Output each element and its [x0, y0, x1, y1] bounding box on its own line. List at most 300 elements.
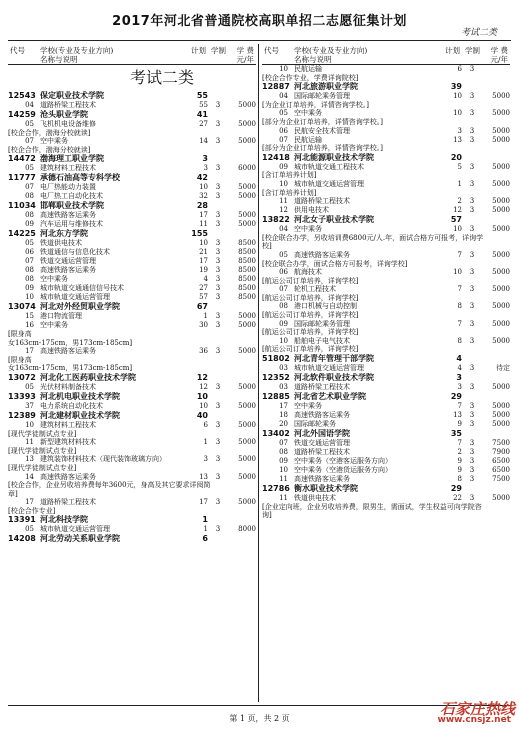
major-name: 城市轨道交通工程技术 [含订单培养计划]	[262, 162, 364, 180]
institution-name: 河北化工医药职业技术学院	[40, 372, 136, 382]
major-name: 船舶电子电气技术 [航运公司订单培养，详询学校]	[262, 336, 359, 354]
major-years: 3	[215, 284, 221, 293]
institution-plan: 28	[196, 201, 208, 211]
major-name: 铁道交通运营管理	[40, 257, 96, 266]
major-code: 37	[25, 401, 34, 410]
institution-name: 河北对外经贸职业学院	[40, 302, 120, 312]
institution-row	[8, 110, 256, 120]
institution-name: 渤海理工职业学院	[40, 154, 104, 164]
major-code: 05	[25, 382, 34, 391]
major-years: 3	[215, 472, 221, 481]
major-code: 10	[25, 420, 34, 429]
major-fee: 5000	[492, 411, 510, 420]
major-years: 3	[215, 293, 221, 302]
major-code: 05	[279, 250, 288, 259]
right-column	[262, 44, 510, 520]
major-name: 民航安全技术管理	[294, 126, 350, 135]
institution-code: 14225	[8, 229, 36, 239]
major-plan: 10	[199, 239, 208, 248]
institution-row	[8, 201, 256, 211]
major-plan: 57	[199, 293, 208, 302]
major-fee: 5000	[238, 455, 256, 464]
major-row	[8, 473, 256, 499]
major-code: 06	[25, 248, 34, 257]
major-fee: 5000	[238, 192, 256, 201]
major-row	[262, 383, 510, 392]
major-code: 08	[25, 275, 34, 284]
institution-code: 13402	[262, 429, 290, 439]
major-plan: 30	[199, 321, 208, 330]
institution-plan: 3	[202, 154, 208, 164]
major-plan: 14	[199, 137, 208, 146]
institution-plan: 10	[196, 391, 208, 401]
institution-code: 12389	[8, 410, 36, 420]
header-years: 学制	[465, 46, 480, 55]
institution-name: 保定职业技术学院	[40, 91, 104, 100]
major-name: 飞机机电设备维修 [校企合作，渤海分校就读]	[8, 120, 96, 137]
major-row	[8, 402, 256, 411]
major-name: 铁道交通运营管理	[294, 439, 350, 448]
major-plan: 1	[203, 312, 208, 321]
major-row	[262, 206, 510, 215]
major-code: 06	[279, 126, 288, 135]
major-plan: 10	[199, 401, 208, 410]
institution-row	[262, 373, 510, 383]
major-code: 10	[25, 293, 34, 302]
major-fee: 5000	[492, 206, 510, 215]
major-name: 光伏材料制备技术	[40, 382, 96, 391]
major-fee: 5000	[492, 285, 510, 294]
major-years: 3	[469, 420, 475, 429]
logo-url: www.cnsjz.net	[437, 715, 511, 725]
institution-row	[8, 229, 256, 239]
major-plan: 7	[457, 319, 462, 328]
major-years: 3	[215, 101, 221, 109]
major-code: 08	[25, 192, 34, 201]
major-years: 3	[215, 137, 221, 146]
major-years: 3	[215, 183, 221, 192]
major-plan: 17	[199, 498, 208, 507]
major-code: 05	[25, 525, 34, 534]
major-code: 10	[279, 65, 288, 73]
major-years: 3	[215, 257, 221, 266]
major-code: 09	[279, 319, 288, 328]
major-fee: 5000	[492, 135, 510, 144]
major-years: 3	[215, 347, 221, 356]
major-row	[8, 321, 256, 347]
major-row	[262, 268, 510, 285]
major-plan: 32	[199, 192, 208, 201]
institution-plan: 1	[202, 515, 208, 525]
institution-code: 12418	[262, 152, 290, 162]
major-name: 空中乘务	[294, 402, 322, 411]
institution-plan: 3	[456, 373, 462, 383]
institution-name: 衡水职业技术学院	[294, 484, 358, 494]
institution-plan: 155	[191, 229, 208, 239]
major-plan: 3	[203, 164, 208, 173]
major-code: 08	[25, 266, 34, 275]
major-row	[262, 402, 510, 411]
major-code: 20	[279, 420, 288, 429]
major-code: 13	[25, 455, 34, 464]
logo-text: 石家庄热线	[439, 700, 515, 718]
major-code: 18	[279, 411, 288, 420]
major-fee: 5000	[492, 336, 510, 345]
institution-plan: 42	[196, 173, 208, 183]
institution-code: 51802	[262, 354, 290, 364]
major-name: 电厂热工自动化技术	[40, 192, 103, 201]
major-name: 电厂热能动力装置	[40, 183, 96, 192]
major-plan: 36	[199, 347, 208, 356]
institution-row	[262, 354, 510, 364]
institution-code: 14259	[8, 110, 36, 119]
major-row	[262, 197, 510, 206]
major-row	[262, 251, 510, 268]
column-divider	[258, 44, 259, 702]
major-code: 05	[25, 239, 34, 248]
institution-code: 12885	[262, 392, 290, 402]
major-code: 17	[25, 347, 34, 356]
institution-plan: 55	[196, 91, 208, 100]
institution-row	[262, 429, 510, 439]
major-plan: 13	[453, 411, 462, 420]
institution-code: 13393	[8, 391, 36, 401]
major-code: 11	[279, 475, 288, 484]
institution-code: 11034	[8, 201, 36, 211]
left-column	[8, 44, 256, 544]
major-plan: 9	[457, 420, 462, 429]
major-name: 电力系统自动化技术	[40, 401, 103, 410]
institution-row	[262, 484, 510, 494]
major-plan: 7	[457, 285, 462, 294]
site-logo	[385, 698, 515, 728]
major-code: 07	[279, 285, 288, 294]
major-years: 3	[469, 225, 475, 234]
major-name: 城市轨道交通通信信号技术	[40, 284, 124, 293]
major-years: 3	[469, 319, 475, 328]
major-row	[262, 163, 510, 180]
major-name: 建筑装饰材料技术（现代装饰玻璃方向） [现代学徒制试点专业]	[8, 455, 166, 472]
major-plan: 7	[457, 439, 462, 448]
major-plan: 4	[203, 275, 208, 284]
institution-name: 河北东方学院	[40, 229, 88, 239]
major-row	[262, 92, 510, 109]
institution-plan: 29	[450, 392, 462, 402]
major-code: 08	[25, 211, 34, 220]
major-row	[8, 438, 256, 455]
institution-code: 13072	[8, 372, 36, 382]
major-years: 3	[215, 239, 221, 248]
major-row	[262, 364, 510, 373]
major-plan: 11	[199, 220, 208, 229]
major-code: 05	[25, 120, 34, 128]
major-row	[262, 136, 510, 153]
major-fee: 5000	[492, 268, 510, 277]
major-row	[262, 302, 510, 319]
major-plan: 3	[457, 126, 462, 135]
header-plan: 计划	[445, 46, 460, 55]
major-row	[262, 180, 510, 197]
major-years: 3	[469, 439, 475, 448]
major-name: 道路桥梁工程技术	[294, 383, 350, 392]
institution-code: 12352	[262, 373, 290, 383]
page-title: 2017年河北省普通院校高职单招二志愿征集计划	[112, 14, 407, 29]
right-rows	[262, 65, 510, 520]
major-years: 3	[469, 475, 475, 484]
institution-row	[8, 154, 256, 164]
major-code: 07	[279, 135, 288, 144]
major-plan: 3	[203, 455, 208, 464]
major-row	[262, 127, 510, 136]
major-name: 汽车运用与维修技术	[40, 220, 103, 229]
major-code: 09	[25, 220, 34, 229]
major-years: 3	[469, 494, 475, 503]
major-fee: 5000	[492, 109, 510, 118]
category-heading: 考试二类	[129, 68, 194, 87]
major-fee: 5000	[492, 319, 510, 328]
institution-row	[8, 373, 256, 383]
major-fee: 7500	[492, 475, 510, 484]
major-fee: 5000	[492, 126, 510, 135]
major-code: 07	[25, 183, 34, 192]
major-fee: 5000	[492, 179, 510, 188]
major-plan: 17	[199, 211, 208, 220]
major-row	[262, 475, 510, 484]
major-code: 04	[279, 92, 288, 101]
major-years: 3	[215, 438, 221, 447]
major-years: 3	[469, 135, 475, 144]
header-name2: 名称与说明	[40, 55, 78, 64]
major-years: 3	[469, 402, 475, 411]
major-years: 3	[215, 498, 221, 507]
major-fee: 5000	[492, 162, 510, 171]
top-rule	[8, 40, 511, 41]
major-row	[8, 383, 256, 392]
major-name: 港口机械与自动控制 [航运公司订单培养，详询学校]	[262, 302, 359, 320]
major-row	[8, 137, 256, 154]
major-fee: 8000	[238, 525, 256, 534]
major-name: 道路桥梁工程技术	[294, 197, 350, 206]
major-plan: 10	[199, 183, 208, 192]
institution-row	[8, 173, 256, 183]
major-plan: 4	[457, 364, 462, 373]
institution-plan: 29	[450, 484, 462, 494]
major-years: 3	[469, 250, 475, 259]
major-name: 航海技术 [航运公司订单培养，详询学校]	[262, 268, 359, 285]
major-fee: 5000	[238, 120, 256, 128]
major-code: 09	[279, 457, 288, 466]
left-table-header	[8, 44, 256, 65]
major-fee: 5000	[492, 250, 510, 259]
header-years: 学制	[211, 46, 226, 55]
major-name: 高速铁路客运乘务	[40, 266, 96, 275]
major-fee: 5000	[238, 420, 256, 429]
major-row	[262, 420, 510, 429]
major-fee: 5000	[238, 382, 256, 391]
major-row	[8, 421, 256, 438]
major-code: 11	[25, 438, 34, 447]
major-fee: 5000	[492, 494, 510, 503]
major-row	[262, 494, 510, 520]
major-plan: 19	[199, 266, 208, 275]
major-years: 3	[469, 466, 475, 475]
major-years: 3	[215, 455, 221, 464]
major-years: 3	[215, 120, 221, 128]
major-name: 道路桥梁工程技术 [校企合作专业]	[8, 498, 96, 515]
major-name: 空中乘务 [部分为企业订单培养，详情咨询学校。]	[262, 109, 383, 126]
major-plan: 6	[203, 420, 208, 429]
major-years: 3	[215, 164, 221, 173]
category-tag: 考试二类	[460, 28, 497, 38]
major-row	[8, 347, 256, 373]
major-fee: 5000	[238, 438, 256, 447]
major-fee: 8500	[238, 257, 256, 266]
header-fee1: 学 费	[236, 46, 254, 55]
major-fee: 5000	[238, 101, 256, 109]
major-years: 3	[469, 302, 475, 311]
major-years: 3	[469, 411, 475, 420]
institution-plan: 4	[456, 354, 462, 364]
major-name: 空中乘务 [校企联合办学，另收培训费6800元/人.年，面试合格方可报考，详询学校]	[262, 225, 484, 251]
major-years: 3	[215, 525, 221, 534]
major-plan: 9	[457, 466, 462, 475]
institution-code: 13822	[262, 215, 290, 225]
major-years: 3	[469, 448, 475, 457]
major-row	[8, 455, 256, 472]
major-years: 3	[469, 126, 475, 135]
major-name: 城市轨道交通运营管理	[40, 293, 110, 302]
major-plan: 27	[199, 120, 208, 128]
major-code: 07	[25, 257, 34, 266]
institution-row	[8, 91, 256, 101]
header-code: 代号	[264, 46, 279, 55]
major-plan: 10	[453, 225, 462, 234]
major-row	[262, 285, 510, 302]
major-code: 03	[279, 364, 288, 373]
institution-plan: 67	[196, 302, 208, 312]
major-row	[8, 101, 256, 110]
major-plan: 12	[453, 206, 462, 215]
major-code: 10	[279, 466, 288, 475]
major-fee: 5000	[492, 92, 510, 101]
institution-plan: 35	[450, 429, 462, 439]
major-name: 道路桥梁工程技术	[294, 448, 350, 457]
institution-code: 14472	[8, 154, 36, 164]
major-row	[262, 109, 510, 126]
major-plan: 13	[453, 135, 462, 144]
major-plan: 9	[457, 457, 462, 466]
major-plan: 13	[199, 472, 208, 481]
major-fee: 8500	[238, 275, 256, 284]
major-fee: 5000	[492, 383, 510, 392]
major-name: 民航运输 [校企合作专业，学费详询院校]	[262, 65, 359, 82]
header-name2: 名称与说明	[294, 55, 332, 64]
major-code: 17	[25, 498, 34, 507]
major-fee: 5000	[238, 347, 256, 356]
header-fee1: 学 费	[490, 46, 508, 55]
major-name: 空中乘务	[40, 275, 68, 284]
major-plan: 27	[199, 284, 208, 293]
major-name: 新型建筑材料技术 [现代学徒制试点专业]	[8, 438, 96, 455]
major-name: 高速铁路客运乘务 [校企合作，企业另收培养费每年3600元，身高及其它要求详阅简章]	[8, 472, 211, 498]
major-fee: 6500	[492, 457, 510, 466]
major-code: 04	[25, 101, 34, 109]
major-plan: 2	[457, 448, 462, 457]
major-fee: 5000	[492, 302, 510, 311]
institution-row	[8, 515, 256, 525]
major-fee: 8500	[238, 284, 256, 293]
major-name: 轮机工程技术 [航运公司订单培养，详询学校]	[262, 285, 359, 302]
major-plan: 10	[453, 109, 462, 118]
institution-row	[8, 302, 256, 312]
major-row	[262, 65, 510, 82]
institution-name: 河北能源职业技术学院	[294, 152, 374, 162]
major-name: 民航运输 [部分为企业订单培养，详情咨询学校。]	[262, 135, 383, 153]
major-fee: 待定	[496, 364, 510, 373]
major-plan: 1	[203, 438, 208, 447]
major-name: 城市轨道交通运营管理	[294, 364, 364, 373]
major-fee: 5000	[238, 137, 256, 146]
major-name: 空中乘务（空港货运服务方向）	[294, 466, 392, 475]
major-years: 3	[469, 65, 475, 73]
major-plan: 8	[457, 302, 462, 311]
header-code: 代号	[10, 46, 25, 55]
major-years: 3	[469, 197, 475, 206]
major-code: 11	[279, 494, 288, 503]
major-name: 铁道供电技术 [企业定向班，企业另收培养费，限男生，需面试，学生权益可向学院咨询]	[262, 494, 482, 520]
major-name: 铁道供电技术	[40, 239, 82, 248]
major-row	[262, 337, 510, 354]
institution-name: 河北软件职业技术学院	[294, 373, 374, 383]
institution-plan: 6	[202, 534, 208, 544]
major-fee: 8500	[238, 239, 256, 248]
major-row	[8, 498, 256, 515]
major-code: 09	[279, 162, 288, 171]
major-code: 10	[279, 179, 288, 188]
institution-plan: 57	[450, 215, 462, 225]
institution-code: 12543	[8, 91, 36, 100]
page-footer: 第 1 页，共 2 页	[229, 714, 290, 723]
major-years: 3	[469, 383, 475, 392]
institution-row	[8, 411, 256, 421]
institution-name: 沧头职业学院	[40, 110, 88, 119]
major-fee: 6000	[238, 164, 256, 173]
major-name: 港口物流管理	[40, 312, 82, 321]
major-fee: 5000	[238, 472, 256, 481]
institution-row	[262, 215, 510, 225]
institution-plan: 40	[196, 410, 208, 420]
header-fee2: 元/年	[490, 55, 508, 64]
major-code: 07	[279, 439, 288, 448]
major-years: 3	[469, 109, 475, 118]
major-years: 3	[469, 457, 475, 466]
major-name: 铁道通信与信息化技术	[40, 248, 110, 257]
major-code: 12	[279, 206, 288, 215]
institution-name: 河北建材职业技术学院	[40, 410, 120, 420]
major-fee: 5000	[238, 211, 256, 220]
major-plan: 12	[199, 382, 208, 391]
institution-row	[8, 392, 256, 402]
major-years: 3	[215, 420, 221, 429]
major-plan: 21	[199, 248, 208, 257]
major-plan: 3	[457, 383, 462, 392]
major-fee: 7500	[492, 439, 510, 448]
major-code: 16	[25, 321, 34, 330]
header-fee2: 元/年	[236, 55, 254, 64]
major-fee: 5000	[238, 312, 256, 321]
major-plan: 7	[457, 250, 462, 259]
major-years: 3	[215, 220, 221, 229]
